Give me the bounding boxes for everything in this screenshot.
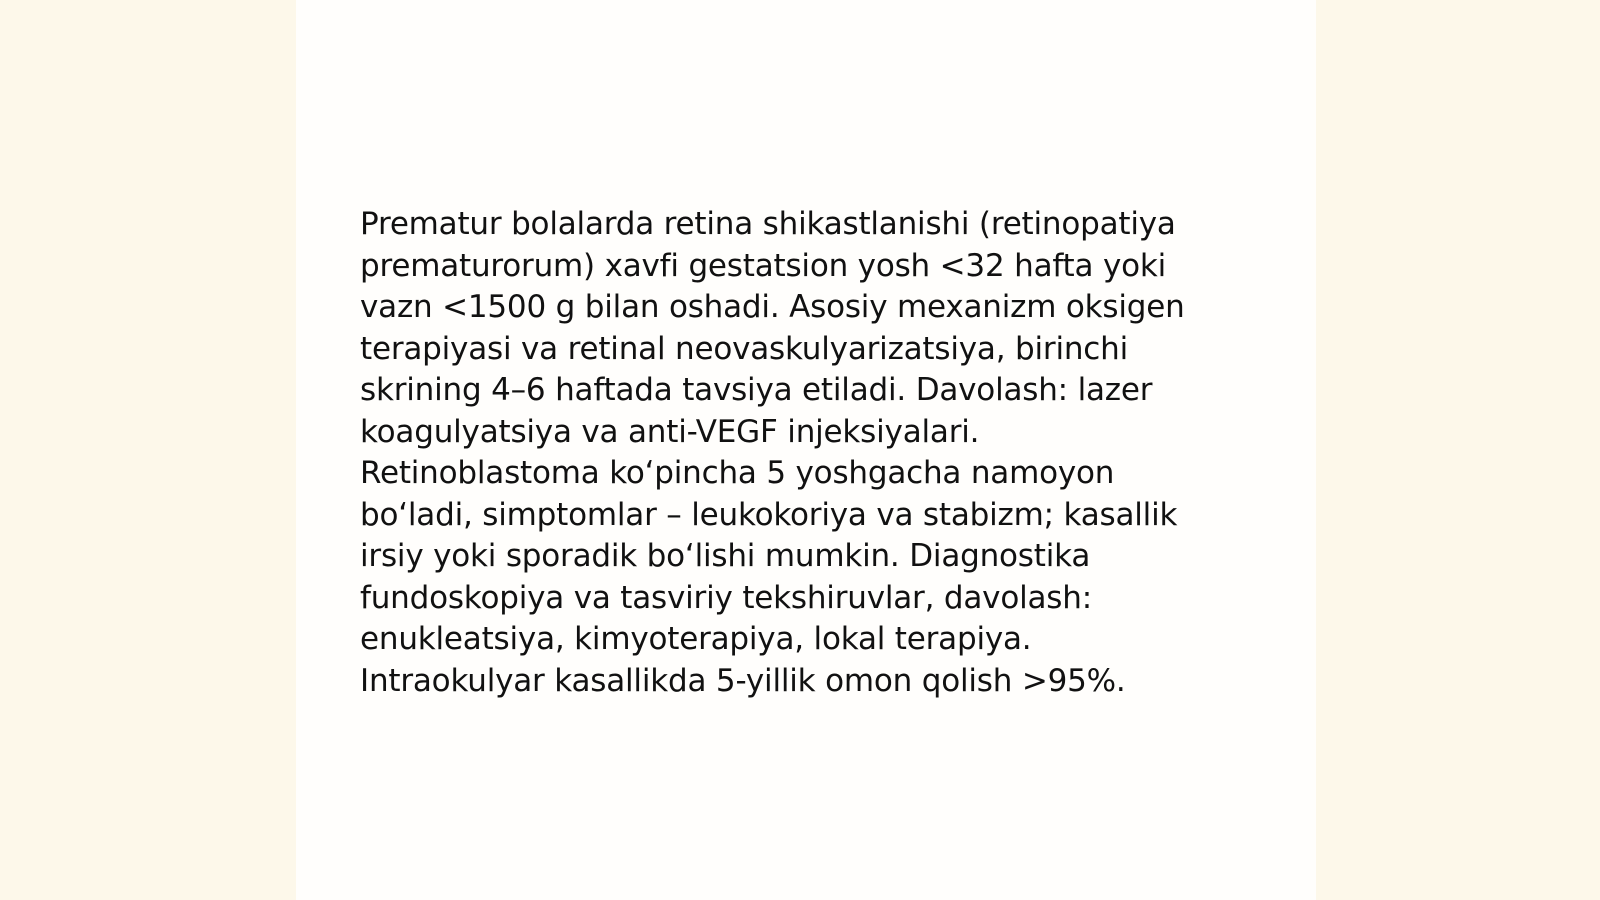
text-line: skrining 4–6 haftada tavsiya etiladi. Davolash: lazer (360, 372, 1153, 408)
text-line: irsiy yoki sporadik boʻlishi mumkin. Diagnostika (360, 538, 1091, 574)
text-line: terapiyasi va retinal neovaskulyarizatsiya, birinchi (360, 330, 1129, 367)
text-line: koagulyatsiya va anti-VEGF injeksiyalari. (360, 413, 980, 450)
text-line: fundoskopiya va tasviriy tekshiruvlar, davolash: (360, 579, 1092, 616)
text-line: Intraokulyar kasallikda 5-yillik omon qolish >95%. (360, 662, 1126, 699)
text-line: vazn <1500 g bilan oshadi. Asosiy mexanizm oksigen (360, 289, 1185, 325)
document-page (296, 0, 1316, 900)
text-line: Retinoblastoma koʻpincha 5 yoshgacha namoyon (360, 455, 1115, 491)
text-line: prematurorum) xavfi gestatsion yosh <32 hafta yoki (360, 247, 1167, 284)
text-line: boʻladi, simptomlar – leukokoriya va stabizm; kasallik (360, 496, 1178, 533)
text-line: enukleatsiya, kimyoterapiya, lokal terapiya. (360, 621, 1032, 657)
body-paragraph (360, 204, 1260, 702)
text-line: Prematur bolalarda retina shikastlanishi (retinopatiya (360, 206, 1176, 242)
